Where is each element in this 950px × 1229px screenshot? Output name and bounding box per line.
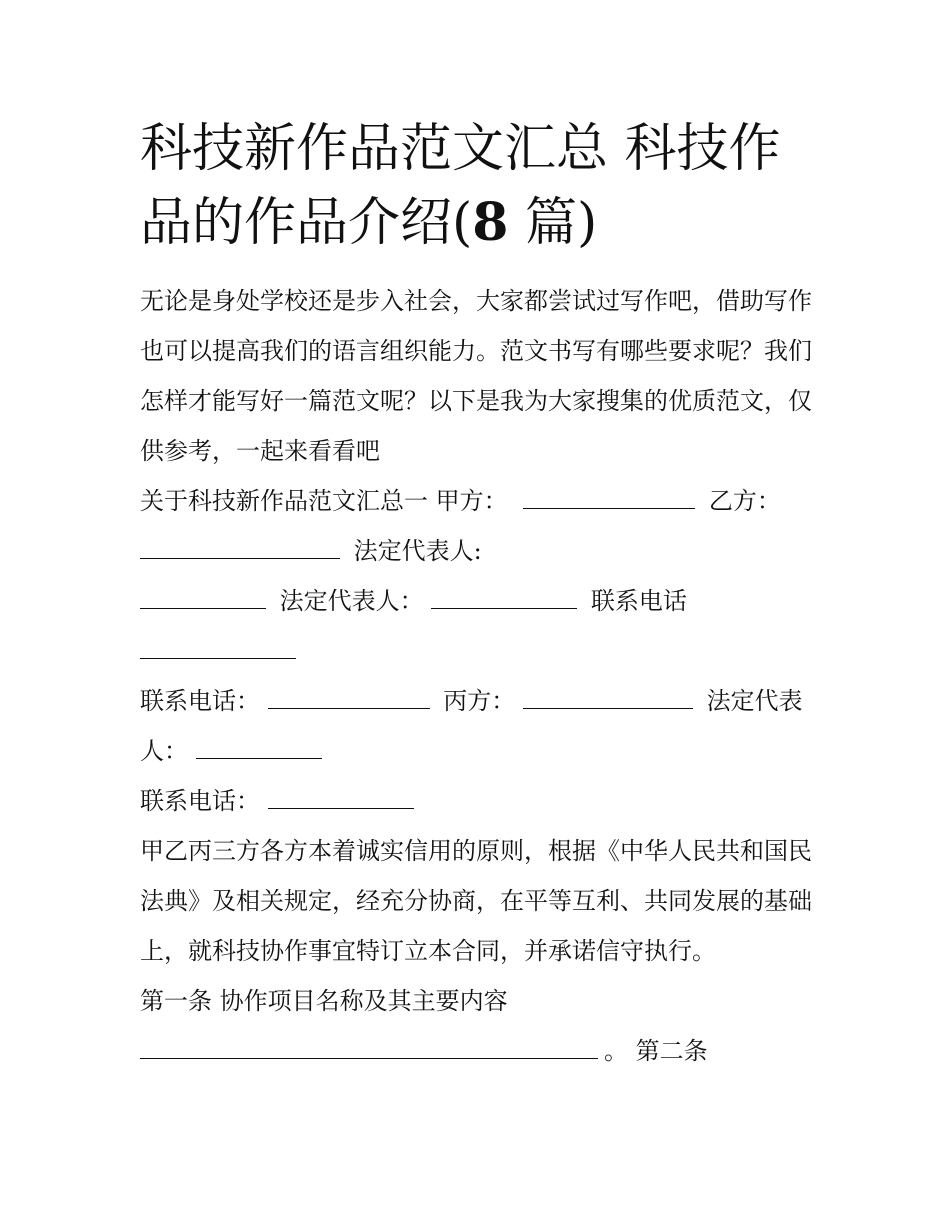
party-c-line	[140, 676, 820, 726]
contact-3-line	[140, 776, 820, 826]
article1-end: 。 第二条	[604, 1037, 708, 1065]
legal-rep-label-3a: 法定代表	[706, 687, 803, 715]
legal-rep-blank-2	[431, 586, 577, 609]
party-a-line	[140, 476, 820, 526]
contact-blank-3	[268, 786, 414, 809]
legal-rep-blank-1	[140, 586, 266, 609]
party-b-label: 乙方：	[708, 487, 781, 515]
contact-blank-line	[140, 626, 820, 676]
document-page	[140, 112, 820, 1076]
legal-rep-blank-3	[196, 736, 322, 759]
article1-heading: 第一条 协作项目名称及其主要内容	[140, 987, 508, 1015]
intro-paragraph: 无论是身处学校还是步入社会，大家都尝试过写作吧，借助写作也可以提高我们的语言组织能力。范文书写有哪些要求呢？我们怎样才能写好一篇范文呢？以下是我为大家搜集的优质范文，仅供参考，一起来看看吧	[140, 287, 812, 465]
legal-rep-label-1: 法定代表人:	[353, 537, 482, 565]
party-c-label: 丙方：	[443, 687, 516, 715]
document-title: 科技新作品范文汇总 科技作品的作品介绍(8 篇)	[140, 119, 781, 253]
legal-rep-3-line	[140, 726, 820, 776]
contact-blank-2	[268, 686, 430, 709]
party-b-line	[140, 526, 820, 576]
agreement-paragraph: 甲乙丙三方各方本着诚实信用的原则，根据《中华人民共和国民法典》及相关规定，经充分协商，在平等互利、共同发展的基础上，就科技协作事宜特订立本合同，并承诺信守执行。	[140, 837, 812, 965]
contact-label-1: 联系电话	[590, 587, 687, 615]
party-a-blank	[523, 486, 695, 509]
article1-blank	[140, 1036, 598, 1059]
party-a-label: 关于科技新作品范文汇总一 甲方：	[140, 487, 508, 515]
legal-rep-line	[140, 576, 820, 626]
legal-rep-label-3b: 人：	[140, 737, 188, 765]
legal-rep-label-2: 法定代表人：	[279, 587, 424, 615]
party-c-blank	[523, 686, 693, 709]
contact-label-3: 联系电话：	[140, 787, 260, 815]
contact-label-2: 联系电话：	[140, 687, 260, 715]
contact-blank-1	[140, 636, 296, 659]
article1-line	[140, 1026, 820, 1076]
party-b-blank	[140, 536, 340, 559]
